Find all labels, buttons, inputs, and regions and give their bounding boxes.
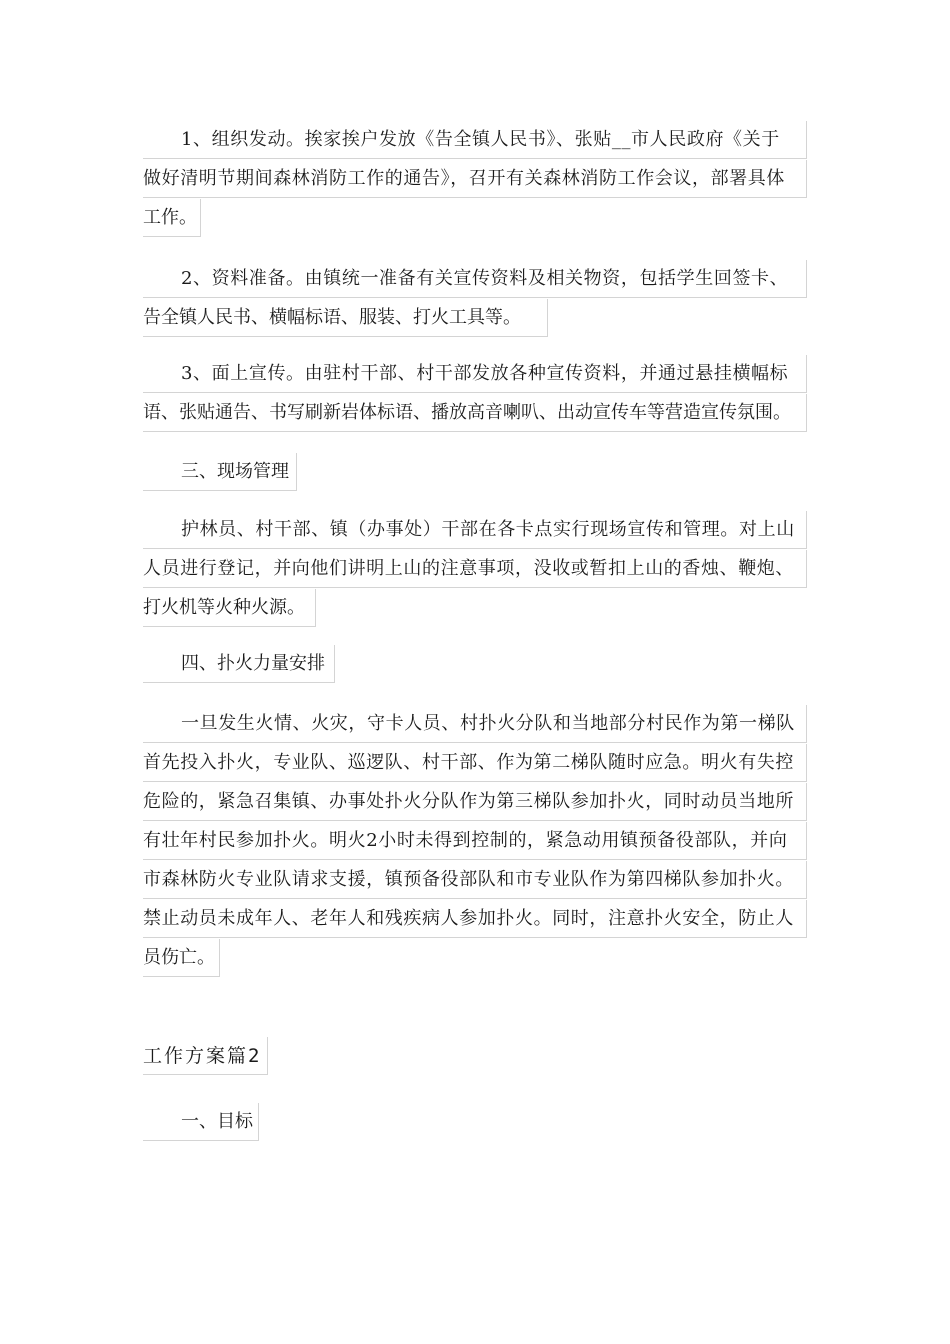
item2-line2: 告全镇人民书、横幅标语、服装、打火工具等。 [143, 299, 548, 337]
item1-line2: 做好清明节期间森林消防工作的通告》，召开有关森林消防工作会议，部署具体 [143, 160, 807, 198]
section4-para-line4: 有壮年村民参加扑火。明火2小时未得到控制的，紧急动用镇预备役部队，并向 [143, 822, 807, 860]
section4-para-line7: 员伤亡。 [143, 939, 220, 977]
item1-line3: 工作。 [143, 199, 201, 237]
section4-para-line1: 一旦发生火情、火灾，守卡人员、村扑火分队和当地部分村民作为第一梯队 [143, 705, 807, 743]
item3-line2: 语、张贴通告、书写刷新岩体标语、播放高音喇叭、出动宣传车等营造宣传氛围。 [143, 394, 807, 432]
section3-para-line1: 护林员、村干部、镇（办事处）干部在各卡点实行现场宣传和管理。对上山 [143, 511, 807, 549]
item1-line1: 1、组织发动。挨家挨户发放《告全镇人民书》、张贴__市人民政府《关于 [143, 121, 807, 159]
section4-para-line5: 市森林防火专业队请求支援，镇预备役部队和市专业队作为第四梯队参加扑火。 [143, 861, 807, 899]
section3-heading: 三、现场管理 [143, 453, 297, 491]
plan2-heading: 一、目标 [143, 1103, 259, 1141]
section4-para-line6: 禁止动员未成年人、老年人和残疾病人参加扑火。同时，注意扑火安全，防止人 [143, 900, 807, 938]
section4-heading: 四、扑火力量安排 [143, 645, 335, 683]
plan2-title: 工作方案篇2 [143, 1037, 268, 1075]
item3-line1: 3、面上宣传。由驻村干部、村干部发放各种宣传资料，并通过悬挂横幅标 [143, 355, 807, 393]
section3-para-line2: 人员进行登记，并向他们讲明上山的注意事项，没收或暂扣上山的香烛、鞭炮、 [143, 550, 807, 588]
section3-para-line3: 打火机等火种火源。 [143, 589, 316, 627]
section4-para-line2: 首先投入扑火，专业队、巡逻队、村干部、作为第二梯队随时应急。明火有失控 [143, 744, 807, 782]
section4-para-line3: 危险的，紧急召集镇、办事处扑火分队作为第三梯队参加扑火，同时动员当地所 [143, 783, 807, 821]
item2-line1: 2、资料准备。由镇统一准备有关宣传资料及相关物资，包括学生回签卡、 [143, 260, 807, 298]
